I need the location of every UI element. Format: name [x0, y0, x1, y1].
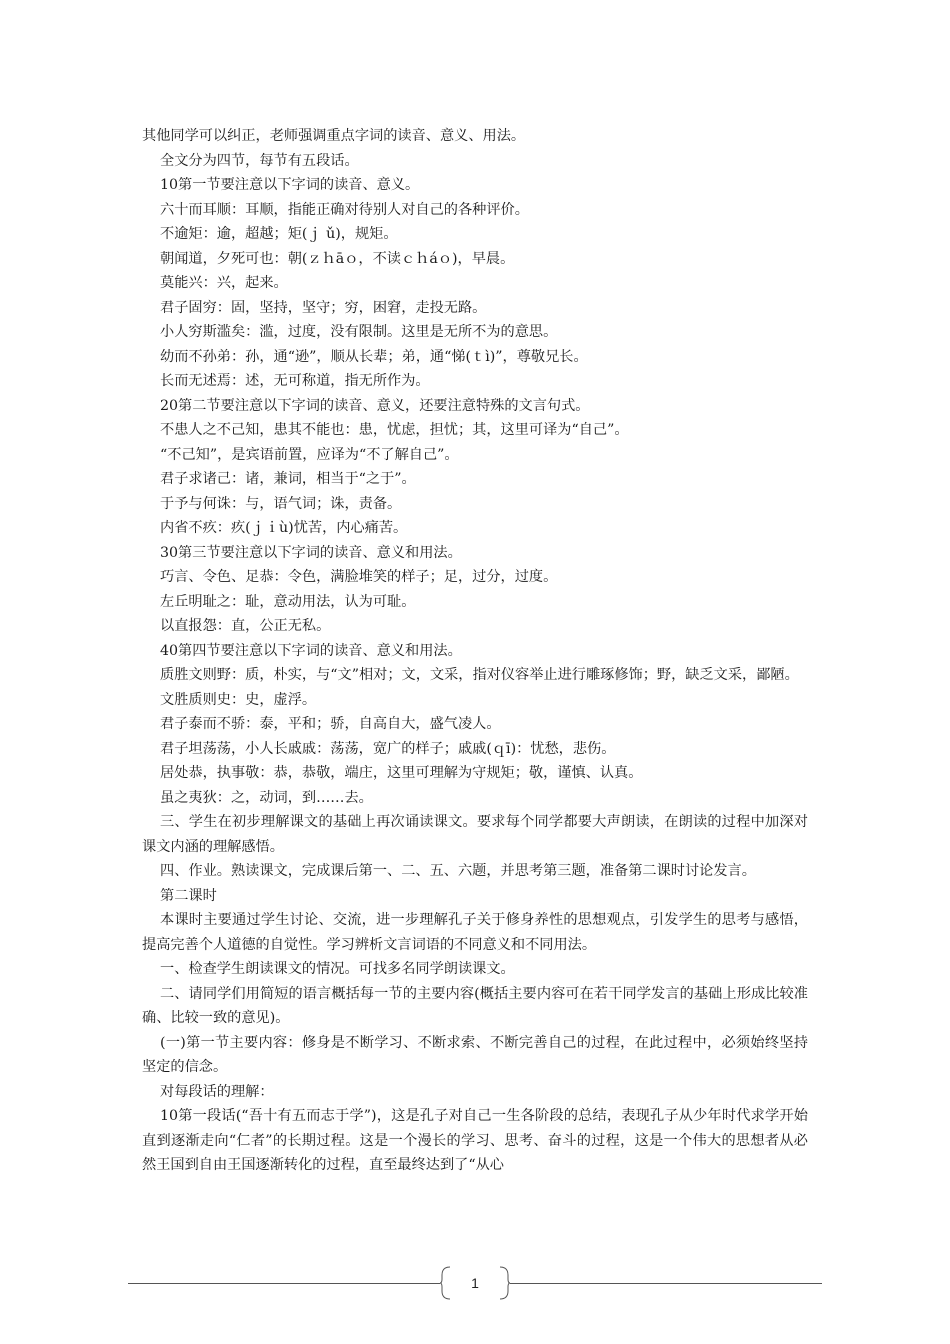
paragraph: 君子坦荡荡，小人长戚戚：荡荡，宽广的样子；戚戚(ｑī)：忧愁，悲伤。 — [160, 740, 616, 757]
paragraph: 二、请同学们用简短的语言概括每一节的主要内容(概括主要内容可在若干同学发言的基础上形成比较准确、比较一致的意见)。 — [142, 985, 808, 1026]
page-number-frame — [440, 1266, 510, 1300]
paragraph: 10第一节要注意以下字词的读音、意义。 — [160, 177, 420, 193]
paragraph: 30第三节要注意以下字词的读音、意义和用法。 — [160, 544, 462, 561]
paragraph: 君子泰而不骄：泰，平和；骄，自高自大，盛气凌人。 — [160, 716, 501, 732]
paragraph: 内省不疚：疚(ｊｉù)忧苦，内心痛苦。 — [160, 520, 408, 536]
paragraph: 对每段话的理解： — [160, 1083, 274, 1100]
paragraph: 于予与何诛：与，语气词；诛，责备。 — [160, 495, 402, 512]
paragraph: 10第一段话(“吾十有五而志于学”)，这是孔子对自己一生各阶段的总结，表现孔子从少年时代求学开始直到逐渐走向“仁者”的长期过程。这是一个漫长的学习、思考、奋斗的过程，这是一个伟大的思想者从必然王国到自由王国逐渐转化的过程，直至最终达到了“从心 — [142, 1108, 808, 1173]
footer-rule-left — [128, 1283, 440, 1284]
paragraph: 四、作业。熟读课文，完成课后第一、二、五、六题，并思考第三题，准备第二课时讨论发言。 — [160, 863, 756, 879]
paragraph: 不患人之不己知，患其不能也：患，忧虑，担忧；其，这里可译为“自己”。 — [160, 422, 629, 438]
paragraph: 居处恭，执事敬：恭，恭敬，端庄，这里可理解为守规矩；敬，谨慎、认真。 — [160, 765, 643, 781]
paragraph: 小人穷斯滥矣：滥，过度，没有限制。这里是无所不为的意思。 — [160, 324, 558, 340]
paragraph: (一)第一节主要内容：修身是不断学习、不断求索、不断完善自己的过程，在此过程中，必须始终坚持坚定的信念。 — [142, 1034, 808, 1075]
paragraph: 左丘明耻之：耻，意动用法，认为可耻。 — [160, 593, 416, 610]
paragraph: 第二课时 — [160, 887, 217, 904]
footer-rule-right — [510, 1283, 822, 1284]
paragraph: 君子求诸己：诸，兼词，相当于“之于”。 — [160, 471, 416, 487]
paragraph: 全文分为四节，每节有五段话。 — [160, 152, 359, 169]
paragraph: 巧言、令色、足恭：令色，满脸堆笑的样子；足，过分，过度。 — [160, 569, 558, 585]
document-body — [142, 124, 808, 1178]
paragraph: 一、检查学生朗读课文的情况。可找多名同学朗读课文。 — [160, 961, 515, 977]
paragraph: 六十而耳顺：耳顺，指能正确对待别人对自己的各种评价。 — [160, 201, 529, 218]
paragraph: 幼而不孙弟：孙，通“逊”，顺从长辈；弟，通“悌(ｔì)”，尊敬兄长。 — [160, 348, 588, 365]
paragraph: 40第四节要注意以下字词的读音、意义和用法。 — [160, 642, 462, 659]
paragraph: 以直报怨：直，公正无私。 — [160, 618, 331, 634]
paragraph: 莫能兴：兴，起来。 — [160, 275, 288, 291]
page-number: 1 — [471, 1275, 479, 1291]
paragraph: 不逾矩：逾，超越；矩(ｊ ǔ)，规矩。 — [160, 226, 398, 242]
paragraph: 文胜质则史：史，虚浮。 — [160, 691, 317, 708]
paragraph: 虽之夷狄：之，动词，到……去。 — [160, 789, 373, 806]
paragraph: 质胜文则野：质，朴实，与“文”相对；文，文采，指对仪容举止进行雕琢修饰；野，缺乏文采，鄙陋。 — [160, 667, 799, 683]
paragraph: 本课时主要通过学生讨论、交流，进一步理解孔子关于修身养性的思想观点，引发学生的思考与感悟，提高完善个人道德的自觉性。学习辨析文言词语的不同意义和不同用法。 — [142, 912, 808, 953]
paragraph: 君子固穷：固，坚持，坚守；穷，困窘，走投无路。 — [160, 299, 487, 316]
paragraph: 长而无述焉：述，无可称道，指无所作为。 — [160, 373, 430, 389]
paragraph: 三、学生在初步理解课文的基础上再次诵读课文。要求每个同学都要大声朗读，在朗读的过程中加深对课文内涵的理解感悟。 — [142, 814, 808, 855]
paragraph: 其他同学可以纠正，老师强调重点字词的读音、意义、用法。 — [142, 128, 526, 144]
page-footer — [128, 1266, 822, 1300]
paragraph: 朝闻道，夕死可也：朝(ｚｈāｏ，不读ｃｈáｏ)，早晨。 — [160, 250, 515, 267]
paragraph: “不己知”，是宾语前置，应译为“不了解自己”。 — [160, 446, 459, 463]
paragraph: 20第二节要注意以下字词的读音、意义，还要注意特殊的文言句式。 — [160, 397, 590, 414]
